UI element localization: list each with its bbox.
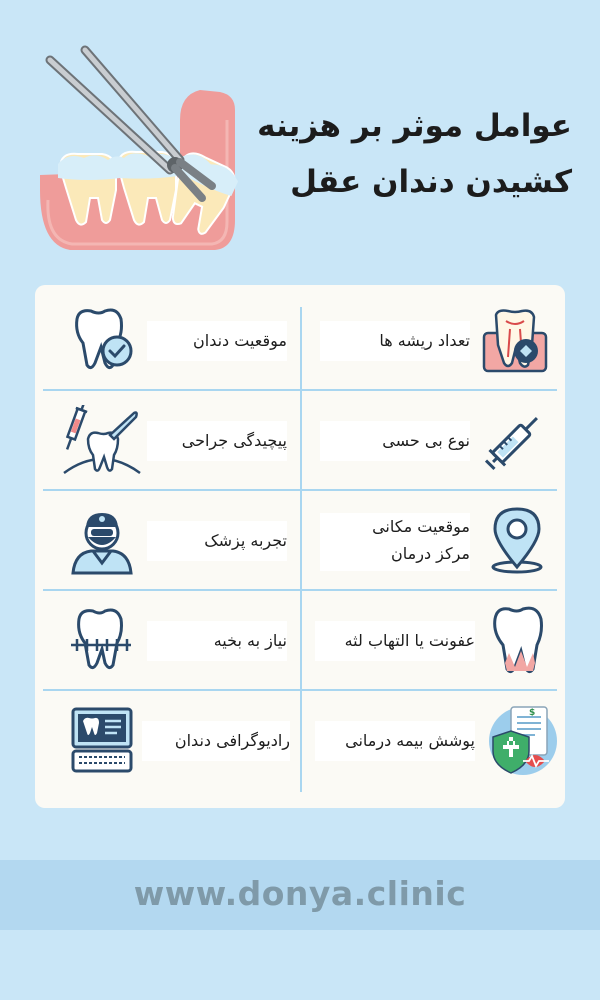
factor-label: [320, 513, 470, 571]
factor-tooth-position: [47, 293, 297, 389]
page-title-line-1: عوامل موثر بر هزینه: [257, 108, 572, 144]
factor-roots-count: [310, 293, 560, 389]
tooth-root-icon: [480, 305, 550, 375]
factor-label: نیاز به بخیه: [147, 621, 287, 661]
tooth-check-icon: [67, 305, 137, 375]
factor-label: تعداد ریشه ها: [320, 321, 470, 361]
factor-label: نوع بی حسی: [320, 421, 470, 461]
grid-divider-vertical: [300, 307, 302, 792]
factor-label-line-2: مرکز درمان: [391, 544, 470, 563]
inflamed-tooth-icon: [485, 605, 555, 675]
grid-divider: [43, 489, 557, 491]
tooth-stitches-icon: [67, 605, 137, 675]
factor-doctor-experience: [47, 493, 297, 589]
factor-label: پیچیدگی جراحی: [147, 421, 287, 461]
insurance-shield-icon: [485, 701, 561, 777]
factor-surgery-complexity: [47, 393, 297, 489]
factor-treatment-location: [310, 493, 560, 589]
website-url[interactable]: www.donya.clinic: [133, 874, 467, 913]
title-block: [257, 98, 572, 210]
factor-anesthesia-type: [310, 393, 560, 489]
svg-text:$: $: [529, 708, 536, 718]
factor-label: رادیوگرافی دندان: [142, 721, 290, 761]
syringe-icon: [480, 405, 550, 475]
factor-infection: [310, 593, 560, 689]
dentist-icon: [67, 505, 137, 575]
factor-label: پوشش بیمه درمانی: [315, 721, 475, 761]
grid-divider: [43, 389, 557, 391]
syringe-scalpel-tooth-icon: [62, 405, 142, 475]
factor-radiography: [47, 693, 297, 789]
factor-label: عفونت یا التهاب لثه: [315, 621, 475, 661]
page-title-line-2: کشیدن دندان عقل: [290, 164, 572, 200]
location-pin-icon: [485, 505, 555, 575]
factor-stitches: [47, 593, 297, 689]
footer-band: [0, 860, 600, 930]
factor-label-line-1: موقعیت مکانی: [372, 517, 470, 536]
forceps-extraction-icon: [30, 40, 245, 260]
grid-divider: [43, 589, 557, 591]
factor-insurance: [310, 693, 560, 789]
factors-card: [35, 285, 565, 808]
grid-divider: [43, 689, 557, 691]
xray-monitor-icon: [67, 705, 137, 775]
factor-label: تجربه پزشک: [147, 521, 287, 561]
factor-label: موقعیت دندان: [147, 321, 287, 361]
